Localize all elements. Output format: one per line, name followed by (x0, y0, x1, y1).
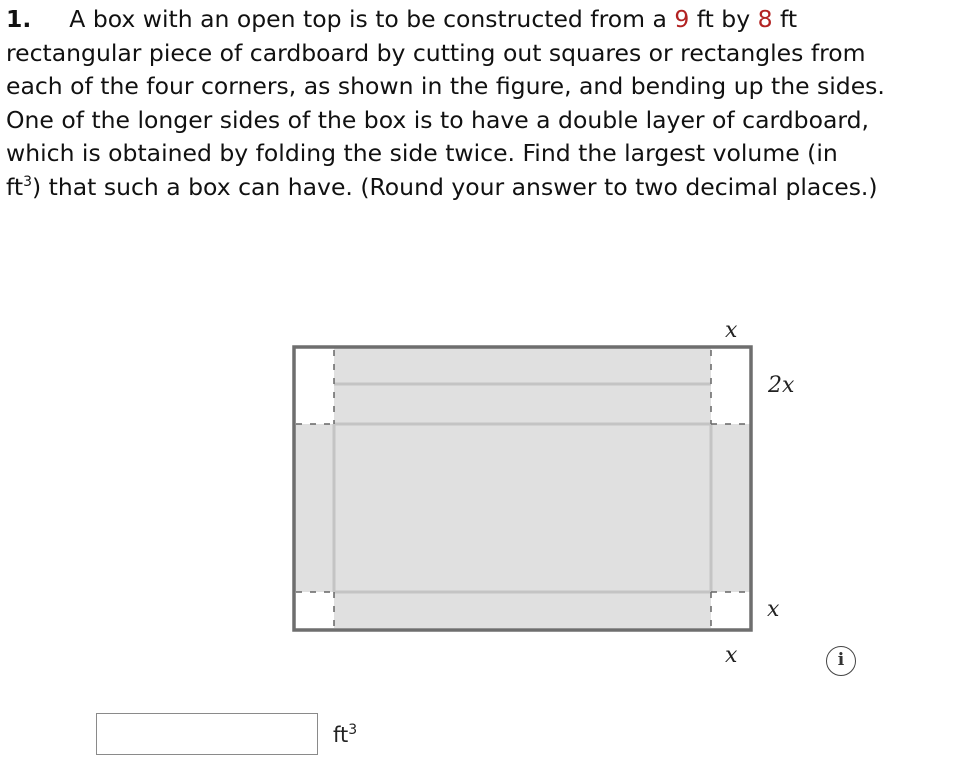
middle-band-fill (295, 424, 750, 592)
bottom-flap-fill (334, 592, 711, 628)
problem-line-4: One of the longer sides of the box is to have a double layer of cardboard, (6, 105, 869, 134)
problem-number: 1. (6, 5, 32, 33)
problem-line-1: 1. A box with an open top is to be constructed from a 9 ft by 8 ft (6, 5, 798, 33)
problem-line-5: which is obtained by folding the side twice. Find the largest volume (in (6, 139, 838, 167)
problem-line-3: each of the four corners, as shown in the figure, and bending up the sides. (6, 72, 885, 100)
problem-line-2: rectangular piece of cardboard by cutting out squares or rectangles from (6, 38, 866, 67)
label-x-right: x (767, 597, 780, 622)
answer-input[interactable] (96, 713, 318, 755)
label-2x: 2x (768, 373, 795, 398)
label-x-bottom: x (725, 643, 738, 668)
length-value-8: 8 (757, 5, 773, 33)
answer-unit: $ft^3$ (333, 722, 358, 747)
top-flap-fill (334, 348, 711, 424)
info-icon[interactable]: i (826, 646, 856, 676)
label-x-top: x (725, 318, 738, 343)
problem-line-6: $ft^3$) that such a box can have. (Round your answer to two decimal places.) (6, 172, 878, 201)
length-value-9: 9 (674, 5, 690, 33)
